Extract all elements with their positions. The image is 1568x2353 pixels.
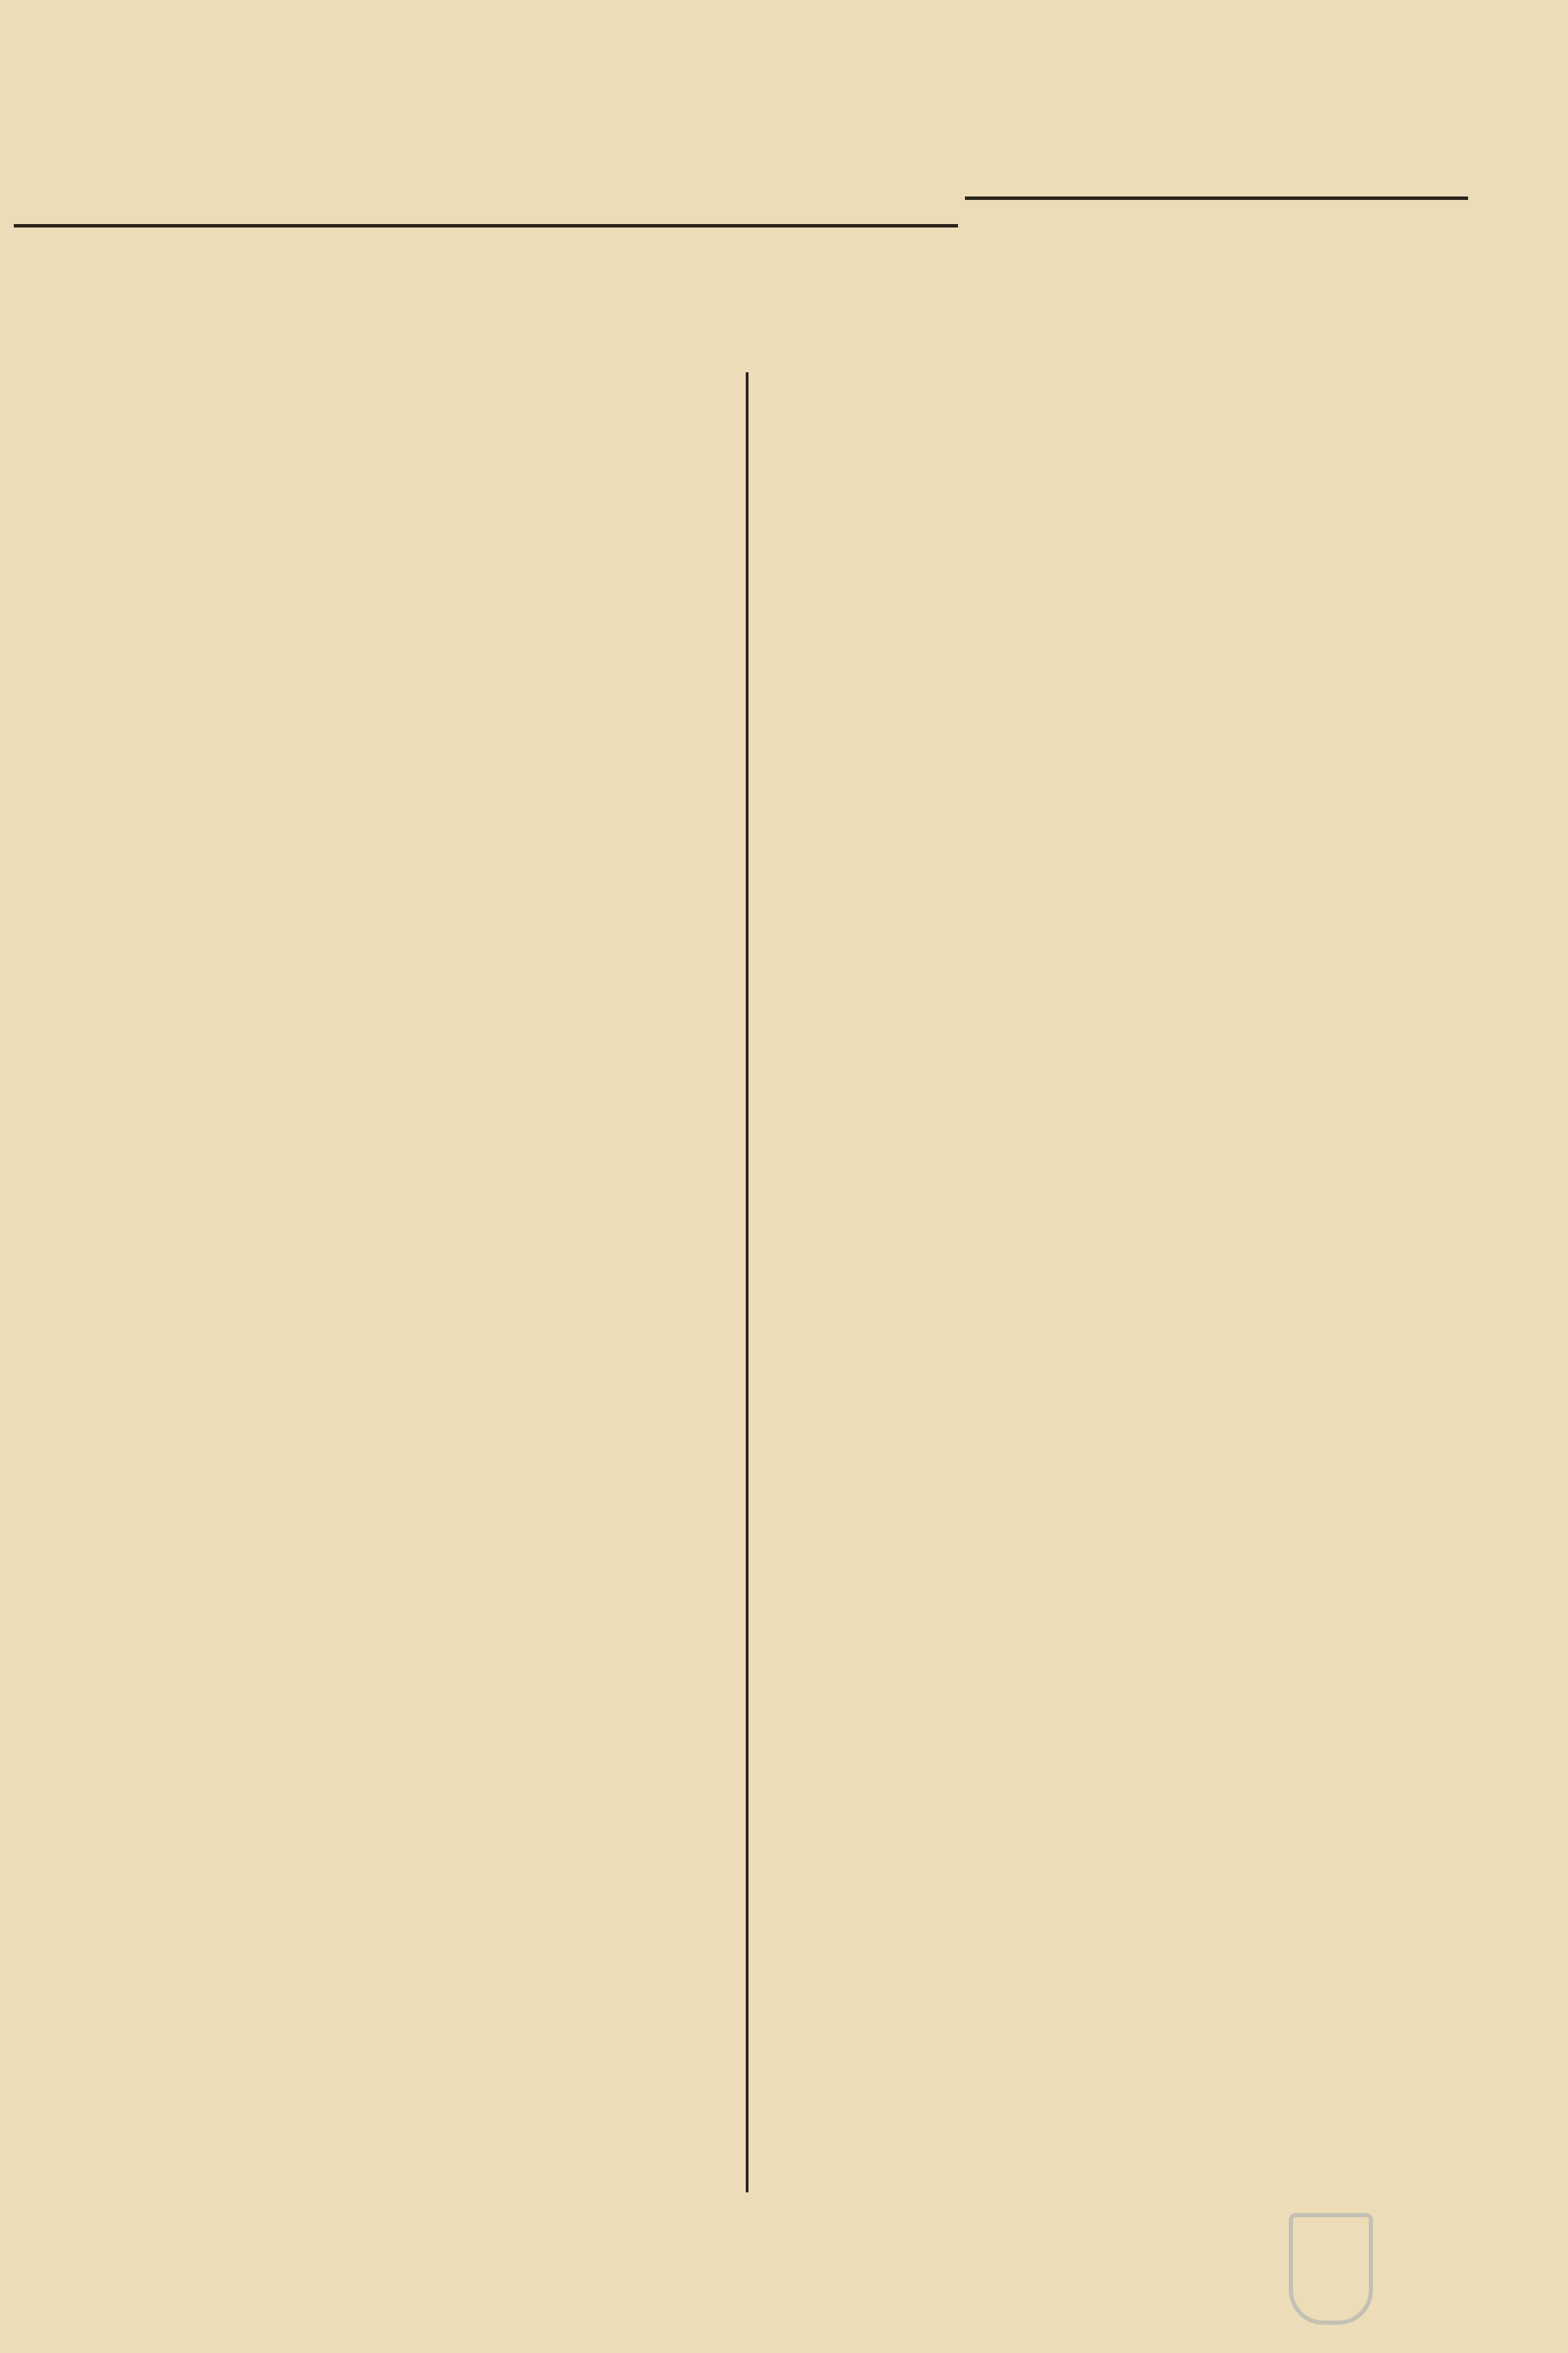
header-rule-left [14,224,958,228]
page-header [117,117,1392,207]
header-rule-right [965,196,1468,200]
center-divider [746,372,749,2192]
archive-watermark [1275,2206,1551,2330]
coat-of-arms-icon [1289,2213,1373,2325]
